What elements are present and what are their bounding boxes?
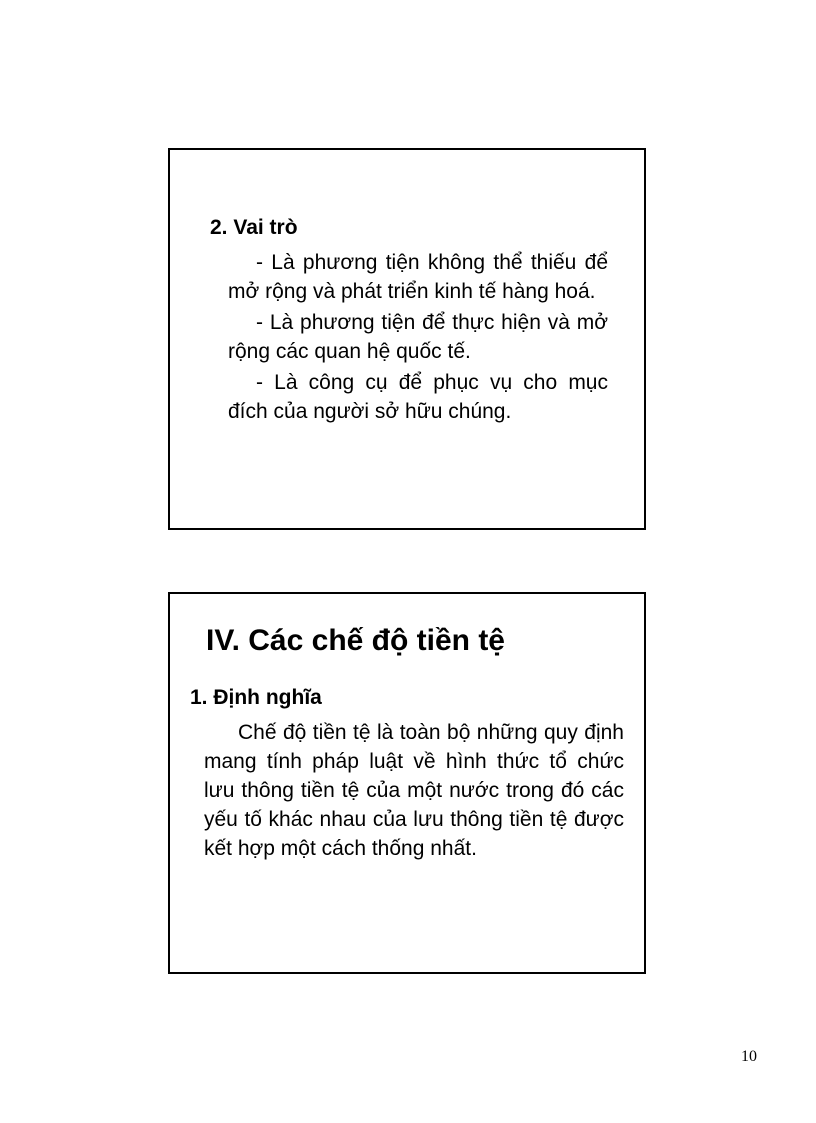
bullet-paragraph: - Là công cụ để phục vụ cho mục đích của người sở hữu chúng. [228, 371, 608, 423]
slide-che-do-tien-te [168, 592, 646, 974]
definition-paragraph: Chế độ tiền tệ là toàn bộ những quy định mang tính pháp luật về hình thức tổ chức lưu thông tiền tệ của một nước trong đó các yếu tố khác nhau của lưu thông tiền tệ được kết hợp một cách thống nhất. [204, 721, 624, 860]
bullet-paragraph: - Là phương tiện để thực hiện và mở rộng các quan hệ quốc tế. [228, 311, 608, 363]
slide-vai-tro [168, 148, 646, 530]
page-number: 10 [741, 1048, 757, 1065]
bullet-paragraph: - Là phương tiện không thể thiếu để mở rộng và phát triển kinh tế hàng hoá. [228, 251, 608, 303]
slide-subheading: 1. Định nghĩa [190, 686, 322, 709]
slide-heading: 2. Vai trò [210, 216, 298, 239]
slide-title: IV. Các chế độ tiền tệ [206, 624, 505, 657]
